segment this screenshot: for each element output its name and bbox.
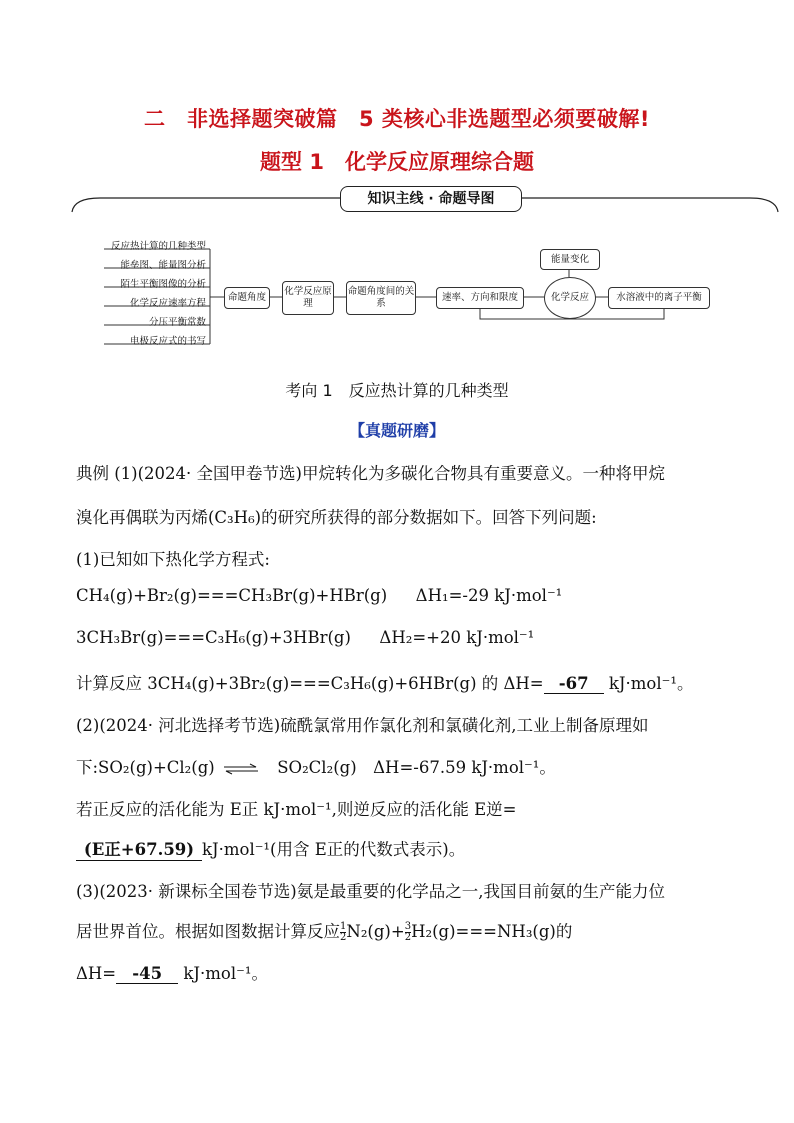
q1-answer: -67: [544, 674, 604, 694]
equation-2-dh: ΔH₂=+20 kJ·mol⁻¹: [379, 628, 535, 647]
mindmap-item: 能垒图、能量图分析: [120, 260, 206, 271]
equation-2-text: 3CH₃Br(g)===C₃H₆(g)+3HBr(g): [76, 628, 351, 647]
node-principle: 化学反应原理: [282, 281, 334, 315]
mindmap-item: 分压平衡常数: [148, 317, 206, 328]
q2-products: SO₂Cl₂(g) ΔH=-67.59 kJ·mol⁻¹。: [277, 758, 556, 777]
mindmap-item: 化学反应速率方程: [129, 298, 206, 309]
mindmap-item: 反应热计算的几种类型: [110, 241, 206, 252]
q3-text-mid: N₂(g)+: [346, 922, 405, 941]
equation-1-dh: ΔH₁=-29 kJ·mol⁻¹: [415, 586, 563, 605]
node-energy: 能量变化: [540, 249, 600, 270]
mindmap-item: 电极反应式的书写: [129, 336, 206, 347]
q2-reactants: 下:SO₂(g)+Cl₂(g): [76, 758, 215, 777]
q1-calc-text: 计算反应 3CH₄(g)+3Br₂(g)===C₃H₆(g)+6HBr(g) 的 ΔH=: [76, 674, 544, 693]
mind-map: [96, 235, 716, 355]
q2-tail: kJ·mol⁻¹(用含 E正的代数式表示)。: [202, 840, 466, 859]
zhenti-heading: 【真题研磨】: [348, 421, 445, 440]
mindmap-item: 陌生平衡图像的分析: [120, 279, 206, 290]
q2-line1: (2)(2024· 河北选择考节选)硫酰氯常用作氯化剂和氯磺化剂,工业上制备原理如: [76, 716, 649, 735]
node-relation: 命题角度间的关系: [346, 281, 416, 315]
example-para-line1: 典例 (1)(2024· 全国甲卷节选)甲烷转化为多碳化合物具有重要意义。一种将甲烷: [76, 464, 665, 483]
q2-answer: (E正+67.59): [76, 836, 202, 861]
fraction-three-halves: $\frac{3}{2}$: [404, 921, 412, 943]
q3-text-left: 居世界首位。根据如图数据计算反应: [76, 922, 340, 941]
q1-unit: kJ·mol⁻¹: [608, 674, 677, 693]
q1-intro: (1)已知如下热化学方程式:: [76, 550, 270, 569]
q2-line2: [76, 754, 556, 778]
q3-text-right: H₂(g)===NH₃(g)的: [411, 922, 573, 941]
q2-line4: [76, 836, 465, 861]
q3-line1: (3)(2023· 新课标全国卷节选)氨是最重要的化学品之一,我国目前氨的生产能力位: [76, 882, 665, 901]
q2-line3: 若正反应的活化能为 E正 kJ·mol⁻¹,则逆反应的活化能 E逆=: [76, 800, 517, 819]
example-para-line2: 溴化再偶联为丙烯(C₃H₆)的研究所获得的部分数据如下。回答下列问题:: [76, 508, 597, 527]
q3-unit: kJ·mol⁻¹: [183, 964, 252, 983]
q3-dh-label: ΔH=: [76, 964, 117, 983]
q3-answer: -45: [116, 964, 178, 984]
equation-2: [76, 628, 534, 647]
node-ion: 水溶液中的离子平衡: [608, 287, 710, 309]
knowledge-banner: 知识主线 · 命题导图: [340, 186, 522, 212]
kaoxiang-heading: 考向 1 反应热计算的几种类型: [285, 381, 509, 400]
question-type-title: 题型 1 化学反应原理综合题: [260, 150, 534, 174]
node-rate: 速率、方向和限度: [436, 287, 524, 309]
equation-1-text: CH₄(g)+Br₂(g)===CH₃Br(g)+HBr(g): [76, 586, 388, 605]
q1-calc-line: 计算反应 3CH₄(g)+3Br₂(g)===C₃H₆(g)+6HBr(g) 的 ΔH= -67 kJ·mol⁻¹。: [76, 674, 694, 693]
section-title: 二 非选择题突破篇 5 类核心非选题型必须要破解!: [144, 107, 650, 131]
q3-line3: ΔH= -45 kJ·mol⁻¹。: [76, 964, 268, 983]
equation-1: [76, 586, 562, 605]
equilibrium-arrow-icon: [222, 763, 260, 775]
node-angle: 命题角度: [224, 287, 270, 309]
q3-line2: [76, 918, 572, 943]
node-reaction: 化学反应: [544, 277, 596, 319]
fraction-half: $\frac{1}{2}$: [340, 921, 347, 943]
